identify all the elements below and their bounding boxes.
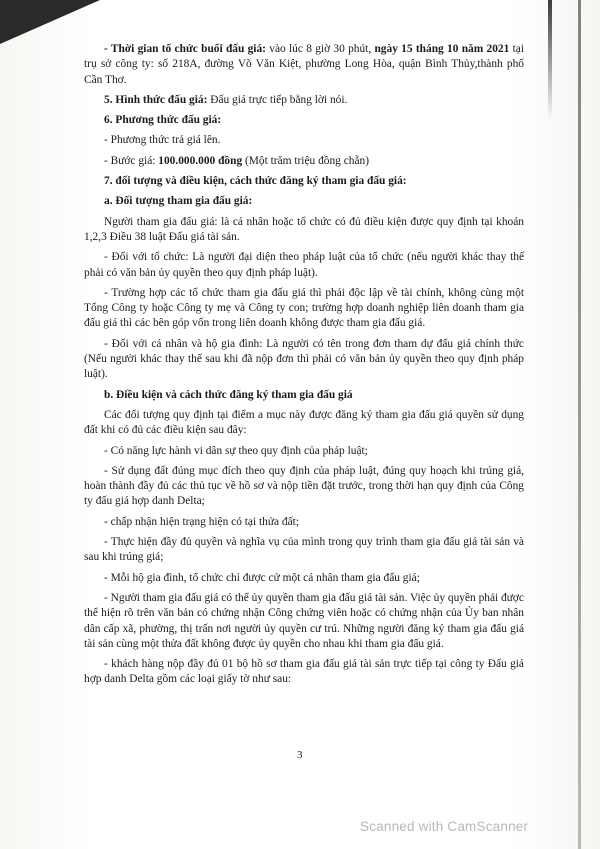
subject-paragraph-3: - Trường hợp các tổ chức tham gia đấu giá thì phải độc lập về tài chính, không cùng một Tổng Công ty hoặc Công ty mẹ và Công ty con; trường hợp doanh nghiệp liên doanh tham gia đấu giá thì các bên góp vốn trong liên doanh không được tham gia đấu giá. [84, 286, 524, 330]
document-body [84, 42, 524, 693]
auction-time-paragraph [84, 42, 524, 88]
conditions-paragraph-4: - chấp nhận hiện trạng hiện có tại thửa đất; [104, 515, 299, 528]
auction-method-heading: 6. Phương thức đấu giá: [104, 114, 222, 127]
auction-location: tại trụ sở công ty: số 218A, đường Võ Văn Kiệt, phường Long Hòa, quận Bình Thủy,thành phố Cần Thơ. [84, 43, 524, 86]
conditions-heading: b. Điều kiện và cách thức đăng ký tham gia đấu giá [104, 388, 353, 401]
section-7-heading: 7. đối tượng và điều kiện, cách thức đăng ký tham gia đấu giá: [104, 175, 407, 188]
auction-form-label: 5. Hình thức đấu giá: [104, 93, 208, 106]
conditions-paragraph-2: - Có năng lực hành vi dân sự theo quy định của pháp luật; [104, 444, 368, 457]
page-number: 3 [297, 749, 303, 761]
subject-paragraph-2: - Đối với tổ chức: Là người đại diện theo pháp luật của tổ chức (nếu người khác thay thế phải có văn bản ủy quyền theo quy định pháp luật). [84, 251, 524, 279]
subject-heading: a. Đối tượng tham gia đấu giá: [104, 195, 253, 208]
page-fold-shadow [548, 0, 552, 120]
conditions-paragraph-5: - Thực hiện đầy đủ quyền và nghĩa vụ của mình trong quy trình tham gia đấu giá tài sản và sau khi trúng giá; [84, 536, 524, 564]
auction-date: ngày 15 tháng 10 năm 2021 [374, 43, 510, 55]
bid-step-label: - Bước giá: [104, 154, 159, 167]
subject-paragraph-4: - Đối với cá nhân và hộ gia đình: Là người có tên trong đơn tham dự đấu giá chính thức (Nếu người khác thay thế sau khi đã nộp đơn thì phải có văn bản ủy quyền theo quy định pháp luật). [84, 337, 524, 381]
conditions-paragraph-6: - Mỗi hộ gia đình, tổ chức chỉ được cử một cá nhân tham gia đấu giá; [104, 571, 420, 584]
auction-time-label: - Thời gian tổ chức buổi đấu giá: [104, 43, 266, 55]
scanner-watermark: Scanned with CamScanner [360, 819, 529, 834]
conditions-paragraph-3: - Sử dụng đất đúng mục đích theo quy định của pháp luật, đúng quy hoạch khi trúng giá, hoàn thành đầy đủ các thủ tục về hồ sơ và nộp tiền đặt trước, trong thời hạn quy định của Công ty đấu giá hợp danh Delta; [84, 464, 524, 508]
bid-step-text: (Một trăm triệu đồng chẵn) [242, 154, 369, 167]
bid-step-amount: 100.000.000 đồng [158, 154, 243, 167]
conditions-paragraph-8: - khách hàng nộp đầy đủ 01 bộ hồ sơ tham gia đấu giá tài sản trực tiếp tại công ty Đấu giá hợp danh Delta gồm các loại giấy tờ như sau: [84, 658, 524, 686]
auction-time-text: vào lúc 8 giờ 30 phút, [265, 43, 375, 55]
auction-method-item: - Phương thức trả giá lên. [104, 134, 221, 147]
conditions-paragraph-1: Các đối tượng quy định tại điểm a mục này được đăng ký tham gia đấu giá quyền sử dụng đất khi có đủ các điều kiện sau đây: [84, 408, 524, 437]
auction-form-text: Đấu giá trực tiếp bằng lời nói. [207, 93, 348, 106]
bid-step-paragraph [84, 154, 524, 169]
subject-paragraph-1: Người tham gia đấu giá: là cá nhân hoặc tổ chức có đủ điều kiện được quy định tại khoản 1,2,3 Điều 38 luật Đấu giá tài sản. [84, 215, 524, 243]
page-edge-shadow [578, 0, 581, 849]
conditions-paragraph-7: - Người tham gia đấu giá có thể ủy quyền tham gia đấu giá tài sản. Việc ủy quyền phải được thể hiện rõ trên văn bản có chứng nhận Công chứng viên hoặc có chứng nhận của Ủy ban nhân dân cấp xã, phường, thị trấn nơi người ủy quyền cư trú. Những người đăng ký tham gia đấu giá tài sản cùng một thửa đất không được ủy quyền cho nhau khi tham gia đấu giá. [84, 591, 524, 650]
auction-form-paragraph [84, 93, 524, 108]
page-corner-shadow [0, 0, 100, 44]
